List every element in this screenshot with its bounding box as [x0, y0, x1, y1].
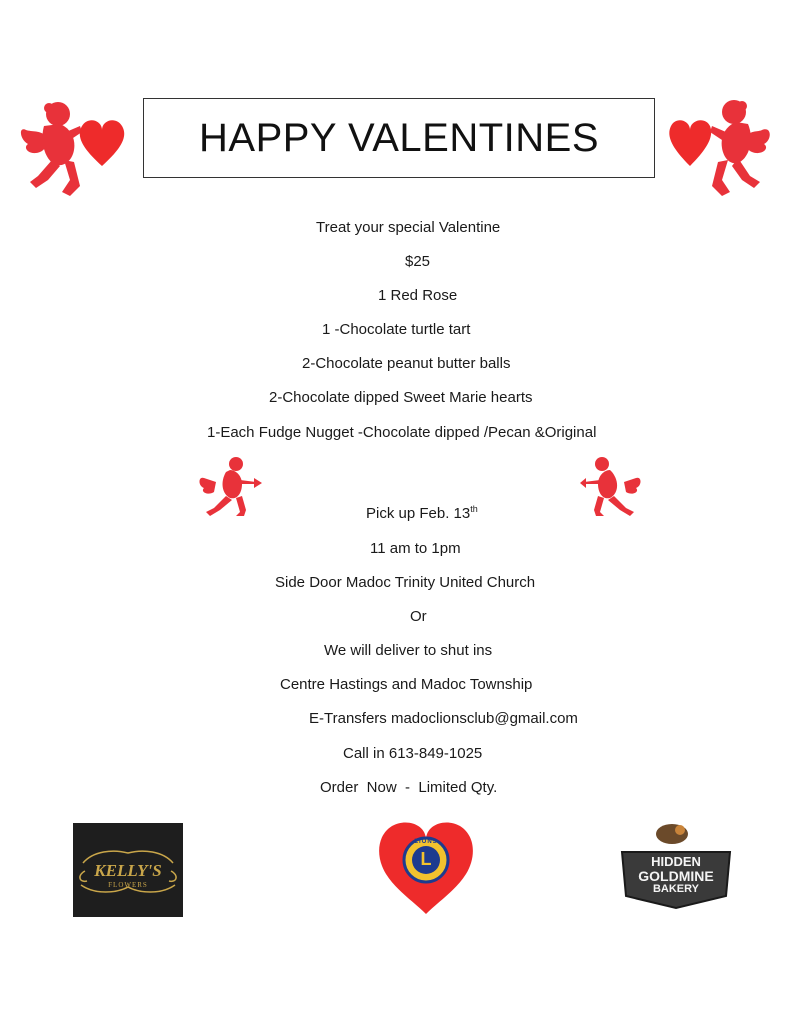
goldmine-line3: BAKERY [652, 883, 700, 895]
kellys-sub: FLOWERS [108, 881, 148, 889]
order-note: Order Now - Limited Qty. [320, 779, 498, 796]
lions-letter: L [420, 849, 432, 869]
offer-intro: Treat your special Valentine [316, 219, 501, 236]
offer-item: 2-Chocolate peanut butter balls [302, 355, 511, 372]
cupid-with-heart-icon [18, 96, 128, 198]
or-text: Or [410, 608, 427, 625]
pickup-location: Side Door Madoc Trinity United Church [275, 574, 536, 591]
title-box [143, 98, 655, 178]
offer-item: 2-Chocolate dipped Sweet Marie hearts [269, 389, 533, 406]
lions-text: LIONS [414, 839, 438, 845]
etransfer-info: E-Transfers madoclionsclub@gmail.com [309, 710, 578, 727]
offer-item: 1 Red Rose [378, 287, 458, 304]
offer-item: 1 -Chocolate turtle tart [322, 321, 471, 338]
kellys-flowers-logo [73, 823, 183, 917]
pickup-time: 11 am to 1pm [370, 540, 461, 557]
goldmine-line1: HIDDEN [651, 854, 701, 869]
offer-price: $25 [405, 253, 431, 270]
cupid-archer-icon [580, 454, 644, 520]
phone-info: Call in 613-849-1025 [343, 745, 483, 762]
pickup-date-text: Pick up Feb. 13 [366, 505, 471, 522]
lions-club-heart-logo [376, 818, 476, 916]
pickup-date-suffix: th [470, 504, 478, 514]
kellys-name: KELLY'S [94, 861, 162, 880]
offer-item: 1-Each Fudge Nugget -Chocolate dipped /Pecan &Original [207, 424, 597, 441]
cupid-with-heart-icon [668, 96, 774, 198]
delivery-line: We will deliver to shut ins [324, 642, 493, 659]
delivery-area: Centre Hastings and Madoc Township [280, 676, 533, 693]
pickup-date [366, 504, 478, 522]
goldmine-line2: GOLDMINE [638, 868, 714, 884]
page-title: HAPPY VALENTINES [199, 115, 599, 160]
hidden-goldmine-bakery-logo [612, 818, 740, 914]
cupid-archer-icon [196, 454, 264, 518]
